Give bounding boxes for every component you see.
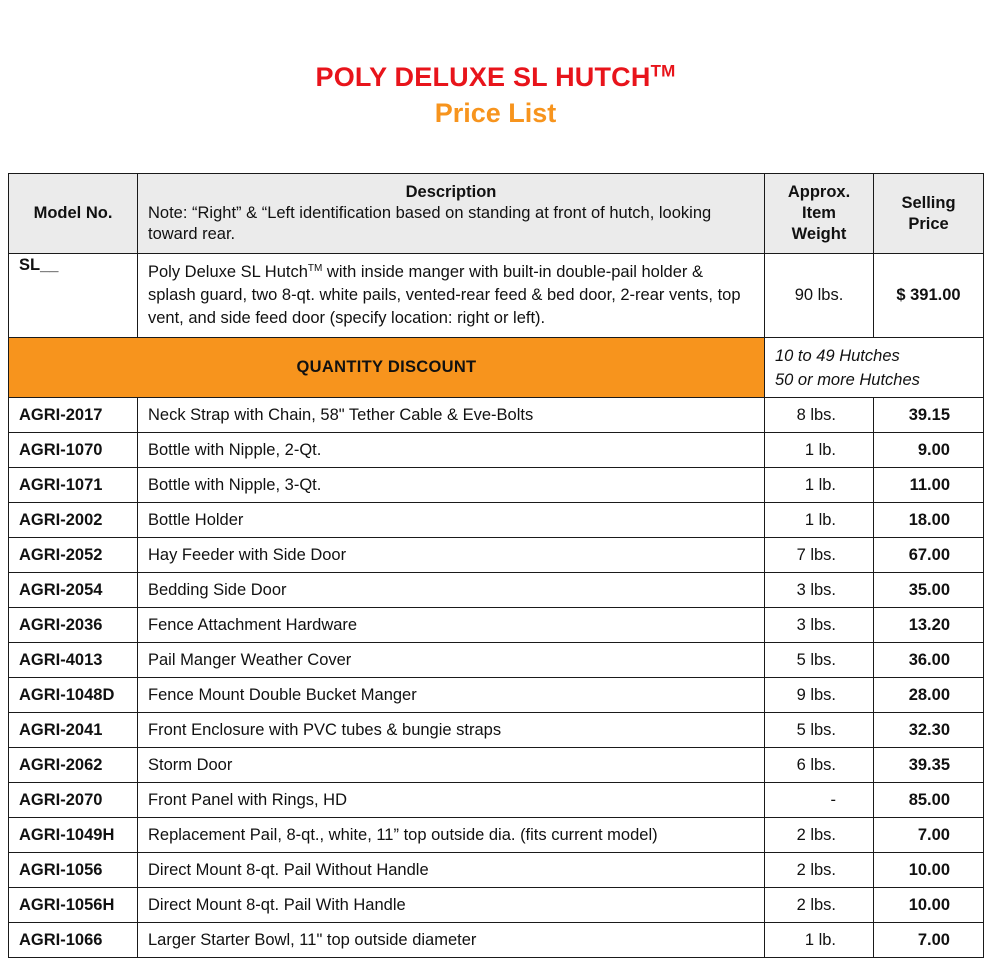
item-model: AGRI-2041 bbox=[9, 713, 138, 748]
table-row bbox=[9, 503, 984, 538]
item-price: 7.00 bbox=[874, 923, 984, 958]
item-weight: 3 lbs. bbox=[765, 608, 874, 643]
item-description: Pail Manger Weather Cover bbox=[138, 643, 765, 678]
table-row bbox=[9, 573, 984, 608]
discount-tier: 10 to 49 Hutches bbox=[775, 346, 900, 365]
main-item-model: SL__ bbox=[9, 254, 138, 338]
table-row bbox=[9, 713, 984, 748]
item-weight: - bbox=[765, 783, 874, 818]
main-item-price: $ 391.00 bbox=[874, 254, 984, 338]
main-item-desc-rest: with inside manger with built-in double-pail holder & splash guard, two 8-qt. white pails, vented-rear feed & bed door, 2-rear vents, top vent, and side feed door (specify location: right or left). bbox=[148, 263, 741, 327]
item-description: Front Enclosure with PVC tubes & bungie straps bbox=[138, 713, 765, 748]
item-weight: 1 lb. bbox=[765, 923, 874, 958]
item-description: Direct Mount 8-qt. Pail Without Handle bbox=[138, 853, 765, 888]
column-header-description bbox=[138, 174, 765, 254]
table-header-row bbox=[9, 174, 984, 254]
table-row bbox=[9, 678, 984, 713]
item-price: 10.00 bbox=[874, 888, 984, 923]
item-price: 28.00 bbox=[874, 678, 984, 713]
table-row bbox=[9, 783, 984, 818]
item-price: 10.00 bbox=[874, 853, 984, 888]
main-item-row bbox=[9, 254, 984, 338]
quantity-discount-label: QUANTITY DISCOUNT bbox=[9, 338, 765, 398]
item-description: Bedding Side Door bbox=[138, 573, 765, 608]
item-weight: 2 lbs. bbox=[765, 888, 874, 923]
table-row bbox=[9, 748, 984, 783]
table-row bbox=[9, 398, 984, 433]
item-price: 13.20 bbox=[874, 608, 984, 643]
item-weight: 1 lb. bbox=[765, 433, 874, 468]
item-model: AGRI-2036 bbox=[9, 608, 138, 643]
description-header-note: Note: “Right” & “Left identification based on standing at front of hutch, looking toward rear. bbox=[148, 204, 712, 243]
table-row bbox=[9, 853, 984, 888]
table-row bbox=[9, 923, 984, 958]
table-row bbox=[9, 888, 984, 923]
page-title-text: POLY DELUXE SL HUTCH bbox=[315, 62, 651, 92]
item-model: AGRI-1070 bbox=[9, 433, 138, 468]
item-price: 7.00 bbox=[874, 818, 984, 853]
item-description: Larger Starter Bowl, 11" top outside diameter bbox=[138, 923, 765, 958]
table-row bbox=[9, 538, 984, 573]
page-subtitle: Price List bbox=[434, 98, 557, 128]
item-weight: 7 lbs. bbox=[765, 538, 874, 573]
main-item-desc-prefix: Poly Deluxe SL Hutch bbox=[148, 263, 308, 281]
item-description: Replacement Pail, 8-qt., white, 11” top outside dia. (fits current model) bbox=[138, 818, 765, 853]
item-price: 85.00 bbox=[874, 783, 984, 818]
item-price: 11.00 bbox=[874, 468, 984, 503]
item-model: AGRI-2002 bbox=[9, 503, 138, 538]
description-header-title: Description bbox=[405, 183, 497, 201]
item-description: Bottle with Nipple, 3-Qt. bbox=[138, 468, 765, 503]
table-row bbox=[9, 433, 984, 468]
item-price: 32.30 bbox=[874, 713, 984, 748]
item-weight: 3 lbs. bbox=[765, 573, 874, 608]
item-weight: 8 lbs. bbox=[765, 398, 874, 433]
item-model: AGRI-1056H bbox=[9, 888, 138, 923]
item-description: Fence Attachment Hardware bbox=[138, 608, 765, 643]
item-description: Fence Mount Double Bucket Manger bbox=[138, 678, 765, 713]
item-description: Neck Strap with Chain, 58" Tether Cable & Eve-Bolts bbox=[138, 398, 765, 433]
item-model: AGRI-1071 bbox=[9, 468, 138, 503]
item-weight: 2 lbs. bbox=[765, 853, 874, 888]
item-model: AGRI-1048D bbox=[9, 678, 138, 713]
item-description: Bottle with Nipple, 2-Qt. bbox=[138, 433, 765, 468]
item-price: 9.00 bbox=[874, 433, 984, 468]
main-item-weight: 90 lbs. bbox=[765, 254, 874, 338]
item-weight: 1 lb. bbox=[765, 503, 874, 538]
quantity-discount-tiers bbox=[765, 338, 984, 398]
item-description: Direct Mount 8-qt. Pail With Handle bbox=[138, 888, 765, 923]
item-model: AGRI-2054 bbox=[9, 573, 138, 608]
main-item-trademark: TM bbox=[307, 263, 323, 274]
item-weight: 5 lbs. bbox=[765, 713, 874, 748]
item-model: AGRI-2070 bbox=[9, 783, 138, 818]
item-price: 39.35 bbox=[874, 748, 984, 783]
table-row bbox=[9, 818, 984, 853]
item-weight: 6 lbs. bbox=[765, 748, 874, 783]
column-header-weight: Approx. Item Weight bbox=[765, 174, 874, 254]
quantity-discount-row bbox=[9, 338, 984, 398]
main-item-description bbox=[138, 254, 765, 338]
item-model: AGRI-1056 bbox=[9, 853, 138, 888]
item-price: 35.00 bbox=[874, 573, 984, 608]
table-row bbox=[9, 468, 984, 503]
trademark-symbol: TM bbox=[650, 61, 676, 81]
item-description: Bottle Holder bbox=[138, 503, 765, 538]
table-row bbox=[9, 643, 984, 678]
price-table bbox=[8, 173, 984, 958]
item-description: Front Panel with Rings, HD bbox=[138, 783, 765, 818]
item-price: 18.00 bbox=[874, 503, 984, 538]
table-row bbox=[9, 608, 984, 643]
page-title bbox=[0, 62, 991, 93]
item-description: Storm Door bbox=[138, 748, 765, 783]
item-price: 36.00 bbox=[874, 643, 984, 678]
item-description: Hay Feeder with Side Door bbox=[138, 538, 765, 573]
item-weight: 2 lbs. bbox=[765, 818, 874, 853]
item-model: AGRI-4013 bbox=[9, 643, 138, 678]
item-price: 39.15 bbox=[874, 398, 984, 433]
item-weight: 5 lbs. bbox=[765, 643, 874, 678]
item-price: 67.00 bbox=[874, 538, 984, 573]
column-header-price: Selling Price bbox=[874, 174, 984, 254]
item-model: AGRI-2052 bbox=[9, 538, 138, 573]
item-weight: 9 lbs. bbox=[765, 678, 874, 713]
item-model: AGRI-2062 bbox=[9, 748, 138, 783]
column-header-model: Model No. bbox=[9, 174, 138, 254]
item-model: AGRI-2017 bbox=[9, 398, 138, 433]
item-model: AGRI-1049H bbox=[9, 818, 138, 853]
item-weight: 1 lb. bbox=[765, 468, 874, 503]
discount-tier: 50 or more Hutches bbox=[775, 370, 920, 389]
item-model: AGRI-1066 bbox=[9, 923, 138, 958]
